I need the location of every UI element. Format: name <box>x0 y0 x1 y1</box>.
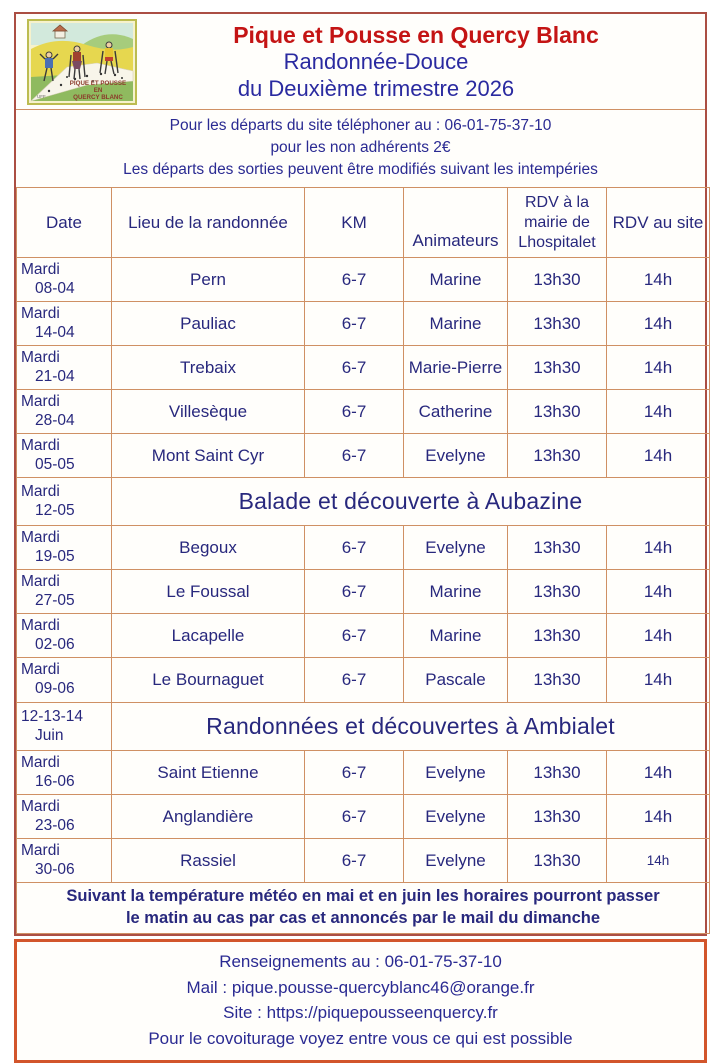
row-day: Mardi <box>21 753 60 771</box>
km-cell: 6-7 <box>305 614 404 658</box>
lieu-cell: Pauliac <box>112 302 305 346</box>
logo-text-line3: QUERCY BLANC <box>73 93 123 101</box>
col-header-rdv-mairie: RDV à la mairie de Lhospitalet <box>508 188 607 258</box>
row-day: Mardi <box>21 392 60 410</box>
table-row <box>17 751 710 795</box>
km-cell: 6-7 <box>305 795 404 839</box>
row-date: 14-04 <box>35 323 75 341</box>
page-subtitle-line2: du Deuxième trimestre 2026 <box>237 75 515 101</box>
table-row <box>17 658 710 703</box>
table-header <box>17 188 710 258</box>
rdv-site-cell: 14h <box>607 434 710 478</box>
rdv-site-cell: 14h <box>607 751 710 795</box>
event-banner-aubazine: Balade et découverte à Aubazine <box>112 478 710 526</box>
table-row <box>17 614 710 658</box>
row-date: 08-04 <box>35 279 75 297</box>
weather-note-line2: le matin au cas par cas et annoncés par le mail du dimanche <box>125 909 601 927</box>
contact-phone: Renseignements au : 06-01-75-37-10 <box>219 952 502 971</box>
table-row <box>17 390 710 434</box>
lieu-cell: Trebaix <box>112 346 305 390</box>
rdv-mairie-cell: 13h30 <box>508 795 607 839</box>
table-row <box>17 346 710 390</box>
date-cell <box>17 614 112 658</box>
contact-website: Site : https://piquepousseenquercy.fr <box>223 1003 498 1022</box>
rdv-site-cell: 14h <box>607 570 710 614</box>
animateur-cell: Marie-Pierre <box>404 346 508 390</box>
date-cell <box>17 302 112 346</box>
row-date: Juin <box>35 726 64 744</box>
rdv-mairie-cell: 13h30 <box>508 614 607 658</box>
row-day: Mardi <box>21 348 60 366</box>
row-date: 12-05 <box>35 501 75 519</box>
rdv-mairie-cell: 13h30 <box>508 839 607 883</box>
row-date: 09-06 <box>35 680 75 697</box>
row-day: Mardi <box>21 661 60 679</box>
row-date: 30-06 <box>35 860 75 878</box>
col-header-km: KM <box>305 188 404 258</box>
lieu-cell: Rassiel <box>112 839 305 883</box>
rdv-mairie-cell: 13h30 <box>508 390 607 434</box>
event-banner-row <box>17 703 710 751</box>
document-frame <box>14 12 707 936</box>
animateur-cell: Evelyne <box>404 839 508 883</box>
date-cell <box>17 434 112 478</box>
logo-text-line2: EN <box>93 86 103 94</box>
animateur-cell: Evelyne <box>404 751 508 795</box>
lieu-cell: Le Foussal <box>112 570 305 614</box>
col-header-lieu: Lieu de la randonnée <box>112 188 305 258</box>
row-day: Mardi <box>21 528 60 546</box>
km-cell: 6-7 <box>305 658 404 703</box>
info-line-weather: Les départs des sorties peuvent être modifiés suivant les intempéries <box>123 161 598 178</box>
table-row <box>17 570 710 614</box>
table-row <box>17 839 710 883</box>
rdv-mairie-cell: 13h30 <box>508 751 607 795</box>
km-cell: 6-7 <box>305 302 404 346</box>
date-cell <box>17 703 112 751</box>
table-row <box>17 302 710 346</box>
km-cell: 6-7 <box>305 390 404 434</box>
schedule-table <box>16 187 710 934</box>
rdv-site-cell: 14h <box>607 346 710 390</box>
date-cell <box>17 751 112 795</box>
table-row <box>17 434 710 478</box>
row-date: 16-06 <box>35 772 75 790</box>
info-strip <box>16 109 705 187</box>
lieu-cell: Saint Etienne <box>112 751 305 795</box>
row-date: 19-05 <box>35 547 75 565</box>
row-day: Mardi <box>21 572 60 590</box>
row-day: Mardi <box>21 436 60 454</box>
date-cell <box>17 658 112 703</box>
date-cell <box>17 258 112 302</box>
title-block <box>137 21 705 103</box>
animateur-cell: Catherine <box>404 390 508 434</box>
rdv-mairie-cell: 13h30 <box>508 526 607 570</box>
km-cell: 6-7 <box>305 839 404 883</box>
animateur-cell: Marine <box>404 570 508 614</box>
date-cell <box>17 795 112 839</box>
info-line-phone: Pour les départs du site téléphoner au : 06-01-75-37-10 <box>169 117 552 134</box>
info-line-fee: pour les non adhérents 2€ <box>270 139 451 156</box>
row-date: 23-06 <box>35 816 75 834</box>
col-header-animateurs: Animateurs <box>404 188 508 258</box>
animateur-cell: Pascale <box>404 658 508 703</box>
event-banner-ambialet: Randonnées et découvertes à Ambialet <box>112 703 710 751</box>
rdv-site-cell: 14h <box>607 390 710 434</box>
lieu-cell: Pern <box>112 258 305 302</box>
row-day: Mardi <box>21 616 60 634</box>
contact-email: Mail : pique.pousse-quercyblanc46@orange.fr <box>186 977 535 997</box>
date-cell <box>17 390 112 434</box>
row-date: 28-04 <box>35 411 75 429</box>
km-cell: 6-7 <box>305 346 404 390</box>
animateur-cell: Marine <box>404 302 508 346</box>
weather-note <box>17 883 710 934</box>
rdv-site-cell: 14h <box>607 614 710 658</box>
km-cell: 6-7 <box>305 258 404 302</box>
contact-box <box>14 939 707 1063</box>
row-date: 05-05 <box>35 455 75 473</box>
event-banner-row <box>17 478 710 526</box>
animateur-cell: Evelyne <box>404 795 508 839</box>
carpool-note: Pour le covoiturage voyez entre vous ce qui est possible <box>148 1028 573 1048</box>
table-row <box>17 526 710 570</box>
lieu-cell: Le Bournaguet <box>112 658 305 703</box>
animateur-cell: Marine <box>404 614 508 658</box>
page-title: Pique et Pousse en Quercy Blanc <box>233 21 599 48</box>
weather-note-line1: Suivant la température météo en mai et en juin les horaires pourront passer <box>66 887 660 906</box>
table-row <box>17 258 710 302</box>
col-header-rdv-site: RDV au site <box>607 188 710 258</box>
row-day: Mardi <box>21 260 60 278</box>
weather-note-row <box>17 883 710 934</box>
page-subtitle-line1: Randonnée-Douce <box>283 48 469 74</box>
date-cell <box>17 346 112 390</box>
rdv-mairie-cell: 13h30 <box>508 302 607 346</box>
document-sheet <box>14 12 707 1063</box>
km-cell: 6-7 <box>305 526 404 570</box>
rdv-mairie-cell: 13h30 <box>508 570 607 614</box>
rdv-site-cell: 14h <box>607 795 710 839</box>
date-cell <box>17 478 112 526</box>
col-header-date: Date <box>17 188 112 258</box>
lieu-cell: Begoux <box>112 526 305 570</box>
row-day: Mardi <box>21 482 60 500</box>
rdv-site-cell: 14h <box>607 658 710 703</box>
km-cell: 6-7 <box>305 570 404 614</box>
date-cell <box>17 570 112 614</box>
rdv-mairie-cell: 13h30 <box>508 434 607 478</box>
lieu-cell: Mont Saint Cyr <box>112 434 305 478</box>
row-day: Mardi <box>21 797 60 815</box>
rdv-site-cell: 14h <box>607 302 710 346</box>
rdv-site-cell: 14h <box>607 258 710 302</box>
row-day: Mardi <box>21 304 60 322</box>
rdv-site-cell: 14h <box>607 526 710 570</box>
rdv-mairie-cell: 13h30 <box>508 346 607 390</box>
lieu-cell: Anglandière <box>112 795 305 839</box>
row-day: Mardi <box>21 841 60 859</box>
rdv-mairie-cell: 13h30 <box>508 658 607 703</box>
header <box>16 14 705 109</box>
table-row <box>17 795 710 839</box>
row-date: 27-05 <box>35 591 75 609</box>
logo-text-line1: PIQUE ET POUSSE <box>69 79 127 87</box>
date-cell <box>17 526 112 570</box>
date-cell <box>17 839 112 883</box>
rdv-site-cell: 14h <box>607 839 710 883</box>
row-date: 02-06 <box>35 635 75 653</box>
row-day: 12-13-14 <box>21 707 84 725</box>
animateur-cell: Evelyne <box>404 526 508 570</box>
logo-corner-text: UFF <box>37 93 46 99</box>
animateur-cell: Evelyne <box>404 434 508 478</box>
animateur-cell: Marine <box>404 258 508 302</box>
row-date: 21-04 <box>35 367 75 385</box>
lieu-cell: Villesèque <box>112 390 305 434</box>
km-cell: 6-7 <box>305 434 404 478</box>
lieu-cell: Lacapelle <box>112 614 305 658</box>
km-cell: 6-7 <box>305 751 404 795</box>
rdv-mairie-cell: 13h30 <box>508 258 607 302</box>
